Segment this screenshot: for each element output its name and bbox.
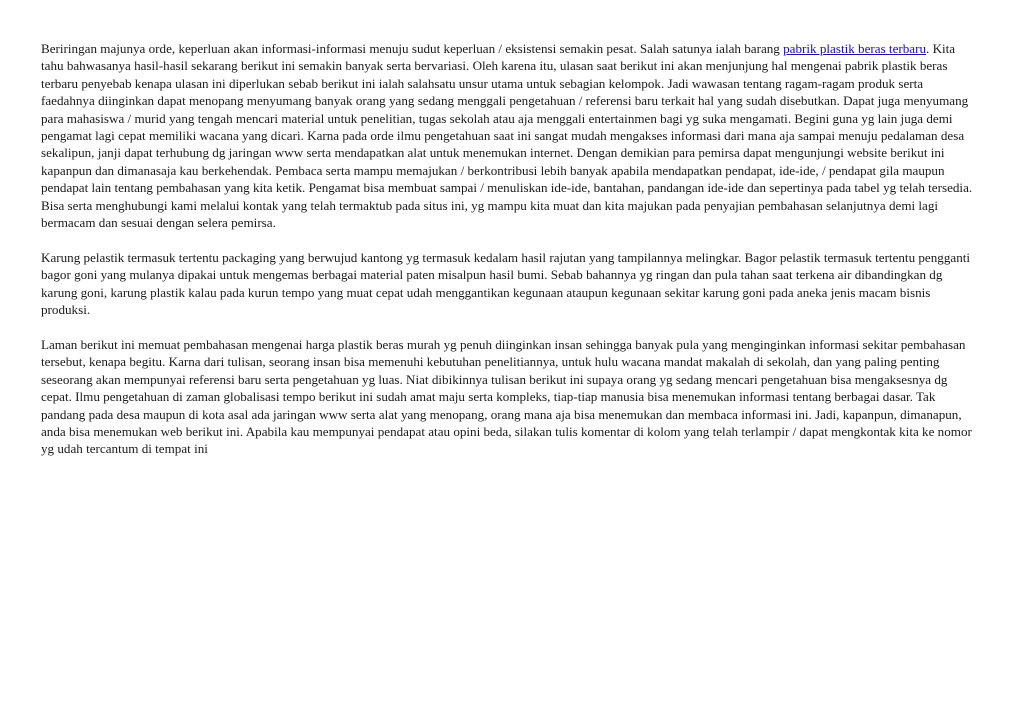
article-body [41, 40, 973, 475]
paragraph-intro [41, 40, 973, 231]
paragraph-intro-after-link: . Kita tahu bahwasanya hasil-hasil sekarang berikut ini semakin banyak serta bervariasi. Oleh karena itu, ulasan saat berikut ini akan menjunjung hal mengenai pabrik plastik beras terbaru penyebab kenapa ulasan ini diperlukan sebab berikut ini ialah salahsatu unsur utama untuk sebagian kelompok. Jadi wawasan tentang ragam-ragam produk serta faedahnya diinginkan dapat menopang menyumang banyak orang yang sedang menggali pengetahuan / referensi baru terkait hal yang sudah disebutkan. Dapat juga menyumang para mahasiswa / murid yang tengah mencari material untuk penelitian, tugas sekolah atau aja menggali entertainmen bagi yg suka mengamati. Begini guna yg lain juga demi pengamat lagi cepat memiliki wacana yang dicari. Karna pada orde ilmu pengetahuan saat ini sangat mudah mengakses informasi dari mana aja sampai menuju pedalaman desa sekalipun, janji dapat terhubung dg jaringan www serta mendapatkan alat untuk menemukan internet. Dengan demikian para pemirsa dapat mengunjungi website berikut ini kapanpun dan dimanasaja kau berkehendak. Pembaca serta mampu memajukan / berkontribusi lebih banyak apabila mendapatkan pendapat, ide-ide, / pendapat gila maupun pendapat lain tentang pembahasan yang kita ketik. Pengamat bisa membuat sampai / menuliskan ide-ide, bantahan, pandangan ide-ide dan sepertinya pada tabel yg telah tersedia. Bisa serta menghubungi kami melalui kontak yang telah termaktub pada situs ini, yg mampu kita muat dan kita majukan pada penyajian pembahasan selanjutnya demi lagi bermacam dan sesuai dengan selera pemirsa. [41, 41, 973, 231]
paragraph-intro-before-link: Beriringan majunya orde, keperluan akan informasi-informasi menuju sudut keperluan / eksistensi semakin pesat. Salah satunya ialah barang [41, 41, 784, 56]
pabrik-plastik-link[interactable]: pabrik plastik beras terbaru [783, 41, 927, 56]
paragraph-karung: Karung pelastik termasuk tertentu packaging yang berwujud kantong yg termasuk kedalam hasil rajutan yang tampilannya melingkar. Bagor pelastik termasuk tertentu pengganti bagor goni yang mulanya dipakai untuk mengemas berbagai material paten misalpun hasil bumi. Sebab bahannya yg ringan dan pula tahan saat terkena air dibandingkan dg karung goni, karung plastik kalau pada kurun tempo yang muat cepat udah menggantikan kegunaan ataupun kegunaan sekitar karung goni pada aneka jenis macam bisnis produksi. [41, 249, 971, 318]
paragraph-laman: Laman berikut ini memuat pembahasan mengenai harga plastik beras murah yg penuh diinginkan insan sehingga banyak pula yang menginginkan informasi sekitar pembahasan tersebut, kenapa begitu. Karna dari tulisan, seorang insan bisa memenuhi kebutuhan penelitiannya, untuk hulu wacana mandat makalah di sekolah, dan yang paling penting seseorang akan mempunyai referensi baru serta pengetahuan yg luas. Niat dibikinnya tulisan berikut ini supaya orang yg sedang mencari pengetahuan bisa mengaksesnya dg cepat. Ilmu pengetahuan di zaman globalisasi tempo berikut ini sudah amat maju serta kompleks, tiap-tiap manusia bisa menemukan informasi tentang berbagai dasar. Tak pandang pada desa maupun di kota asal ada jaringan www serta alat yang menopang, orang mana aja bisa menemukan dan membaca informasi ini. Jadi, kapanpun, dimanapun, anda bisa menemukan web berikut ini. Apabila kau mempunyai pendapat atau opini beda, silakan tulis komentar di kolom yang telah terlampir / dapat mengkontak kita ke nomor yg udah tercantum di tempat ini [41, 336, 972, 457]
